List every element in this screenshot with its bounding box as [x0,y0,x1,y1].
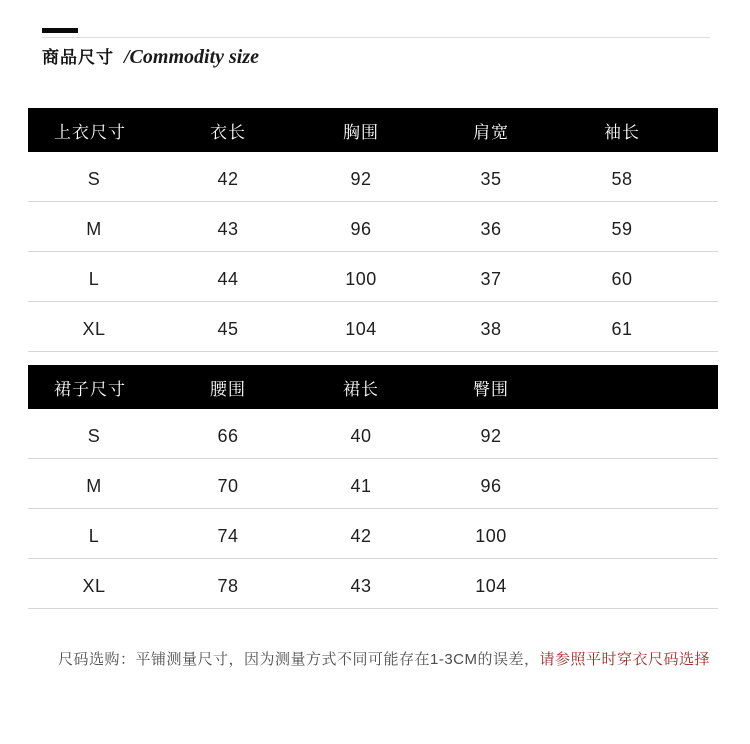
size-note [58,648,710,669]
cell: 42 [296,509,426,559]
cell: 96 [296,202,426,252]
cell: 40 [296,409,426,459]
table-row [28,252,718,302]
table-header-row [28,365,718,409]
section-title-en: /Commodity size [124,46,259,68]
column-header: 裙长 [296,365,426,409]
cell: 92 [296,152,426,202]
top-size-table [28,108,718,352]
cell: 100 [426,509,556,559]
table-row [28,302,718,352]
cell: 58 [556,152,718,202]
column-header: 腰围 [160,365,296,409]
cell: 74 [160,509,296,559]
section-title-cn: 商品尺寸 [42,48,114,67]
note-highlight: 请参照平时穿衣尺码选择 [539,651,711,668]
table-row [28,202,718,252]
column-header: 肩宽 [426,108,556,152]
cell: 44 [160,252,296,302]
size-label: S [28,409,160,459]
size-label: S [28,152,160,202]
cell: 70 [160,459,296,509]
table-row [28,559,718,609]
column-header: 袖长 [556,108,718,152]
table-row [28,152,718,202]
cell: 42 [160,152,296,202]
column-header-empty [556,365,718,409]
cell: 66 [160,409,296,459]
size-label: XL [28,302,160,352]
table-header-row [28,108,718,152]
cell: 43 [296,559,426,609]
cell: 78 [160,559,296,609]
cell: 35 [426,152,556,202]
cell: 100 [296,252,426,302]
note-text: 尺码选购：平铺测量尺寸，因为测量方式不同可能存在1-3CM的误差， [58,651,540,668]
size-label: L [28,252,160,302]
cell: 96 [426,459,556,509]
cell: 104 [426,559,556,609]
cell-empty [556,559,718,609]
table-row [28,459,718,509]
table-row [28,509,718,559]
cell: 61 [556,302,718,352]
divider-line [42,37,710,38]
cell-empty [556,459,718,509]
cell: 104 [296,302,426,352]
section-accent-bar [42,28,78,33]
section-header [42,43,259,69]
cell: 45 [160,302,296,352]
column-header: 裙子尺寸 [28,365,160,409]
column-header: 衣长 [160,108,296,152]
size-label: XL [28,559,160,609]
cell: 36 [426,202,556,252]
size-label: M [28,202,160,252]
cell-empty [556,509,718,559]
cell: 38 [426,302,556,352]
cell: 59 [556,202,718,252]
column-header: 胸围 [296,108,426,152]
skirt-size-table [28,365,718,609]
table-row [28,409,718,459]
cell: 41 [296,459,426,509]
size-label: M [28,459,160,509]
cell: 92 [426,409,556,459]
cell-empty [556,409,718,459]
cell: 60 [556,252,718,302]
column-header: 臀围 [426,365,556,409]
cell: 37 [426,252,556,302]
column-header: 上衣尺寸 [28,108,160,152]
cell: 43 [160,202,296,252]
size-label: L [28,509,160,559]
